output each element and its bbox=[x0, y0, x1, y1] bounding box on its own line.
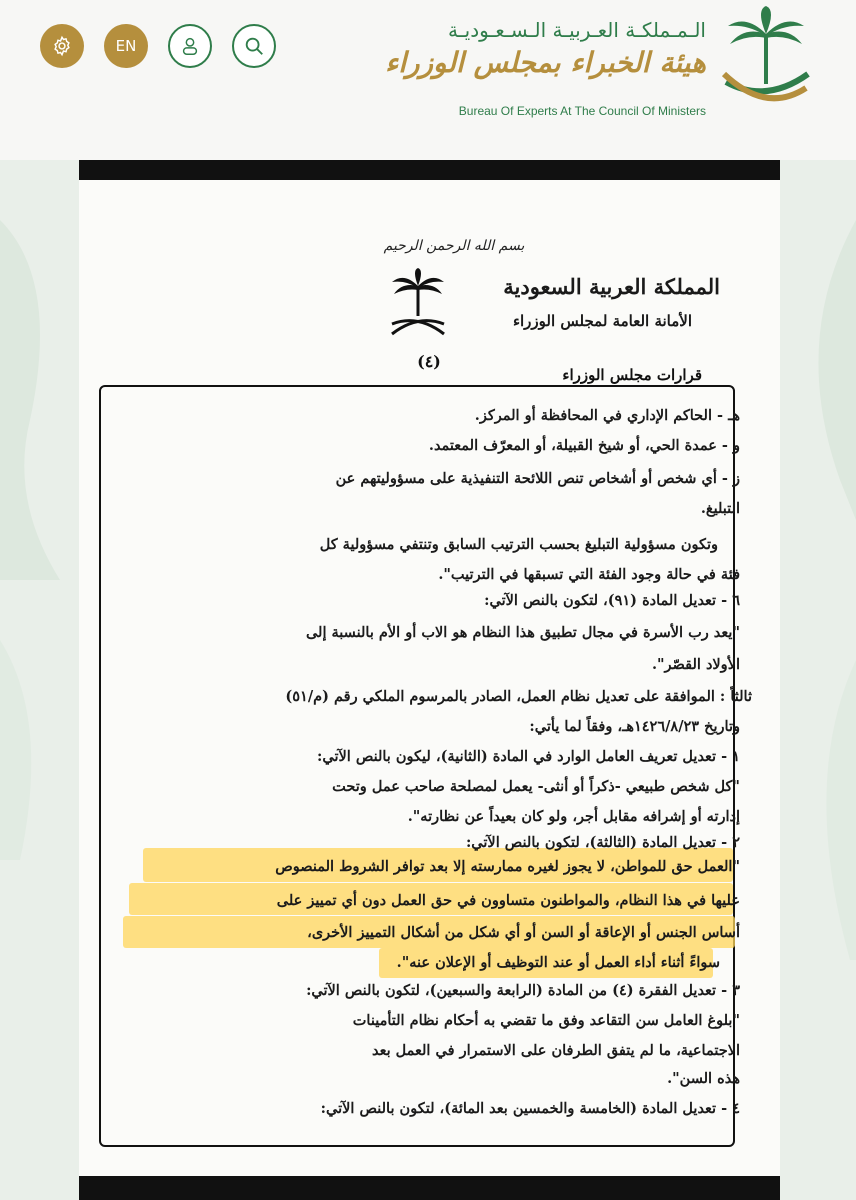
document-line: فئة في حالة وجود الفئة التي تسبقها في الترتيب". bbox=[438, 566, 740, 583]
document-line: سواءً أثناء أداء العمل أو عند التوظيف أو الإعلان عنه". bbox=[396, 954, 720, 971]
document-line: وتاريخ ١٤٢٦/٨/٢٣هـ، وفقاً لما يأتي: bbox=[529, 718, 740, 735]
document-line: "كل شخص طبيعي -ذكراً أو أنثى- يعمل لمصلحة صاحب عمل وتحت bbox=[332, 778, 740, 795]
document-line: التبليغ. bbox=[700, 500, 740, 517]
user-account-button[interactable] bbox=[168, 24, 212, 68]
palm-swords-emblem-icon bbox=[716, 4, 816, 122]
logo-kingdom-name: الـمـملكـة العـربيـة الـسـعـوديـة bbox=[448, 18, 706, 42]
document-line: عليها في هذا النظام، والمواطنون متساوون في حق العمل دون أي تمييز على bbox=[276, 892, 740, 909]
document-frame-label: قرارات مجلس الوزراء bbox=[554, 366, 710, 384]
logo-bureau-name-ar: هيئة الخبراء بمجلس الوزراء bbox=[385, 46, 706, 79]
site-header bbox=[0, 0, 856, 160]
background-pattern-left bbox=[0, 160, 79, 1200]
site-logo[interactable] bbox=[385, 4, 816, 124]
document-line: الاجتماعية، ما لم يتفق الطرفان على الاستمرار في العمل بعد bbox=[371, 1042, 740, 1059]
language-label: EN bbox=[115, 37, 137, 55]
document-line: ز - أي شخص أو أشخاص تنص اللائحة التنفيذية على مسؤوليتهم عن bbox=[335, 470, 740, 487]
settings-button[interactable] bbox=[40, 24, 84, 68]
document-page bbox=[79, 180, 780, 1176]
gear-icon bbox=[51, 35, 73, 57]
document-line: هذه السن". bbox=[667, 1070, 740, 1087]
document-kingdom-heading: المملكة العربية السعودية bbox=[503, 274, 720, 299]
user-icon bbox=[179, 35, 201, 57]
document-line: ١ - تعديل تعريف العامل الوارد في المادة (الثانية)، ليكون بالنص الآتي: bbox=[317, 748, 740, 765]
document-line: هـ - الحاكم الإداري في المحافظة أو المركز. bbox=[474, 407, 740, 424]
document-line: "بلوغ العامل سن التقاعد وفق ما تقضي به أحكام نظام التأمينات bbox=[352, 1012, 740, 1029]
background-pattern-right bbox=[780, 160, 856, 1200]
document-line: أساس الجنس أو الإعاقة أو السن أو أي شكل من أشكال التمييز الأخرى، bbox=[307, 924, 740, 941]
document-line: ثالثاً : الموافقة على تعديل نظام العمل، الصادر بالمرسوم الملكي رقم (م/٥١) bbox=[285, 688, 752, 705]
search-button[interactable] bbox=[232, 24, 276, 68]
document-secretariat-heading: الأمانة العامة لمجلس الوزراء bbox=[512, 312, 692, 330]
basmala-text: بسم الله الرحمن الرحيم bbox=[383, 238, 525, 254]
logo-bureau-name-en: Bureau Of Experts At The Council Of Ministers bbox=[458, 104, 706, 118]
document-line: الأولاد القصّر". bbox=[651, 656, 740, 673]
document-text-frame bbox=[99, 385, 735, 1147]
document-line: ٣ - تعديل الفقرة (٤) من المادة (الرابعة والسبعين)، لتكون بالنص الآتي: bbox=[306, 982, 740, 999]
search-icon bbox=[243, 35, 265, 57]
language-button[interactable] bbox=[104, 24, 148, 68]
document-page-number: (٤) bbox=[417, 352, 441, 371]
document-line: ٢ - تعديل المادة (الثالثة)، لتكون بالنص الآتي: bbox=[465, 834, 740, 851]
document-line: "العمل حق للمواطن، لا يجوز لغيره ممارسته إلا بعد توافر الشروط المنصوص bbox=[275, 858, 740, 875]
document-line: "يعد رب الأسرة في مجال تطبيق هذا النظام هو الاب أو الأم بالنسبة إلى bbox=[305, 624, 740, 641]
document-line: ٤ - تعديل المادة (الخامسة والخمسين بعد المائة)، لتكون بالنص الآتي: bbox=[320, 1100, 740, 1117]
document-line: إدارته أو إشرافه مقابل أجر، ولو كان بعيداً عن نظارته". bbox=[407, 808, 740, 825]
document-line: و - عمدة الحي، أو شيخ القبيلة، أو المعرّف المعتمد. bbox=[428, 437, 740, 454]
page-emblem-icon bbox=[386, 268, 450, 338]
document-line: ٦ - تعديل المادة (٩١)، لتكون بالنص الآتي: bbox=[484, 592, 740, 609]
document-line: وتكون مسؤولية التبليغ بحسب الترتيب السابق وتنتفي مسؤولية كل bbox=[319, 536, 718, 553]
